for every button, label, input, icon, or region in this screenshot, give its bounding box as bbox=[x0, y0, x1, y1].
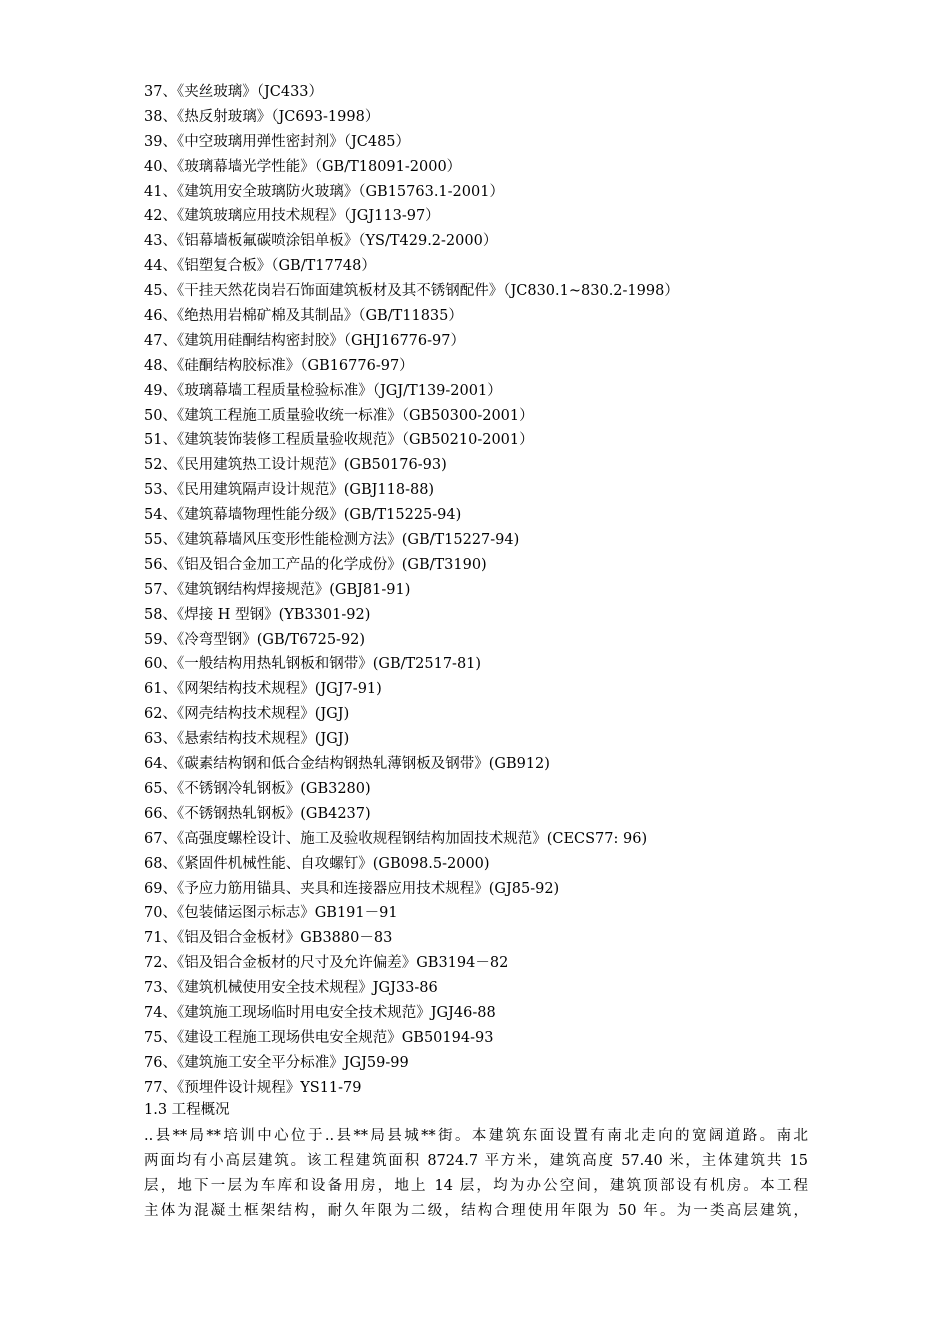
list-item: 70、《包装储运图示标志》GB191－91 bbox=[144, 905, 398, 922]
list-item: 43、《铝幕墙板氟碳喷涂铝单板》（YS/T429.2-2000） bbox=[144, 233, 498, 250]
paragraph-line: 主体为混凝土框架结构，耐久年限为二级，结构合理使用年限为 50 年。为一类高层建筑， bbox=[144, 1203, 808, 1219]
list-item: 51、《建筑装饰装修工程质量验收规范》（GB50210-2001） bbox=[144, 432, 534, 449]
list-item: 40、《玻璃幕墙光学性能》（GB/T18091-2000） bbox=[144, 158, 462, 175]
list-item: 54、《建筑幕墙物理性能分级》(GB/T15225-94) bbox=[144, 507, 462, 524]
list-item: 49、《玻璃幕墙工程质量检验标准》（JGJ/T139-2001） bbox=[144, 382, 502, 399]
list-item: 69、《予应力筋用锚具、夹具和连接器应用技术规程》(GJ85-92) bbox=[144, 880, 560, 897]
list-item: 71、《铝及铝合金板材》GB3880－83 bbox=[144, 930, 393, 947]
list-item: 56、《铝及铝合金加工产品的化学成份》(GB/T3190) bbox=[144, 556, 487, 573]
list-item: 57、《建筑钢结构焊接规范》(GBJ81-91) bbox=[144, 581, 411, 598]
list-item: 37、《夹丝玻璃》（JC433） bbox=[144, 84, 324, 100]
project-overview-paragraph bbox=[144, 1124, 808, 1224]
list-item: 73、《建筑机械使用安全技术规程》JGJ33-86 bbox=[144, 980, 438, 997]
list-item: 64、《碳素结构钢和低合金结构钢热轧薄钢板及钢带》(GB912) bbox=[144, 756, 550, 773]
list-item: 67、《高强度螺栓设计、施工及验收规程钢结构加固技术规范》(CECS77: 96) bbox=[144, 830, 648, 847]
paragraph-line: ..县**局**培训中心位于..县**局县城**街。本建筑东面设置有南北走向的宽阔道路。南北 bbox=[144, 1128, 808, 1144]
list-item: 68、《紧固件机械性能、自攻螺钉》(GB098.5-2000) bbox=[144, 855, 490, 872]
list-item: 55、《建筑幕墙风压变形性能检测方法》(GB/T15227-94) bbox=[144, 532, 520, 549]
list-item: 52、《民用建筑热工设计规范》(GB50176-93) bbox=[144, 457, 447, 474]
list-item: 46、《绝热用岩棉矿棉及其制品》（GB/T11835） bbox=[144, 308, 463, 325]
list-item: 59、《冷弯型钢》(GB/T6725-92) bbox=[144, 631, 366, 648]
reference-standards-list bbox=[144, 80, 814, 1101]
list-item: 47、《建筑用硅酮结构密封胶》（GHJ16776-97） bbox=[144, 332, 465, 349]
list-item: 39、《中空玻璃用弹性密封剂》（JC485） bbox=[144, 133, 411, 150]
list-item: 76、《建筑施工安全平分标准》JGJ59-99 bbox=[144, 1054, 409, 1071]
list-item: 62、《网壳结构技术规程》(JGJ) bbox=[144, 706, 350, 723]
list-item: 41、《建筑用安全玻璃防火玻璃》（GB15763.1-2001） bbox=[144, 183, 504, 200]
list-item: 58、《焊接 H 型钢》(YB3301-92) bbox=[144, 606, 371, 623]
list-item: 61、《网架结构技术规程》(JGJ7-91) bbox=[144, 681, 382, 698]
paragraph-line: 层，地下一层为车库和设备用房，地上 14 层，均为办公空间，建筑顶部设有机房。本工程 bbox=[144, 1178, 808, 1194]
list-item: 65、《不锈钢冷轧钢板》(GB3280) bbox=[144, 780, 371, 797]
list-item: 74、《建筑施工现场临时用电安全技术规范》JGJ46-88 bbox=[144, 1004, 496, 1021]
list-item: 44、《铝塑复合板》（GB/T17748） bbox=[144, 258, 376, 275]
list-item: 38、《热反射玻璃》（JC693-1998） bbox=[144, 108, 380, 125]
list-item: 72、《铝及铝合金板材的尺寸及允许偏差》GB3194－82 bbox=[144, 955, 509, 972]
list-item: 50、《建筑工程施工质量验收统一标准》（GB50300-2001） bbox=[144, 407, 534, 424]
list-item: 48、《硅酮结构胶标准》（GB16776-97） bbox=[144, 357, 414, 374]
list-item: 66、《不锈钢热轧钢板》(GB4237) bbox=[144, 805, 371, 822]
list-item: 77、《预埋件设计规程》YS11-79 bbox=[144, 1079, 362, 1096]
paragraph-line: 两面均有小高层建筑。该工程建筑面积 8724.7 平方米，建筑高度 57.40 米，主体建筑共 15 bbox=[144, 1153, 808, 1169]
list-item: 75、《建设工程施工现场供电安全规范》GB50194-93 bbox=[144, 1029, 494, 1046]
list-item: 53、《民用建筑隔声设计规范》(GBJ118-88) bbox=[144, 482, 435, 499]
list-item: 42、《建筑玻璃应用技术规程》（JGJ113-97） bbox=[144, 208, 440, 225]
list-item: 60、《一般结构用热轧钢板和钢带》(GB/T2517-81) bbox=[144, 656, 482, 673]
list-item: 63、《悬索结构技术规程》(JGJ) bbox=[144, 731, 350, 748]
list-item: 45、《干挂天然花岗岩石饰面建筑板材及其不锈钢配件》（JC830.1~830.2-1998） bbox=[144, 283, 679, 300]
section-heading: 1.3 工程概况 bbox=[144, 1102, 230, 1118]
